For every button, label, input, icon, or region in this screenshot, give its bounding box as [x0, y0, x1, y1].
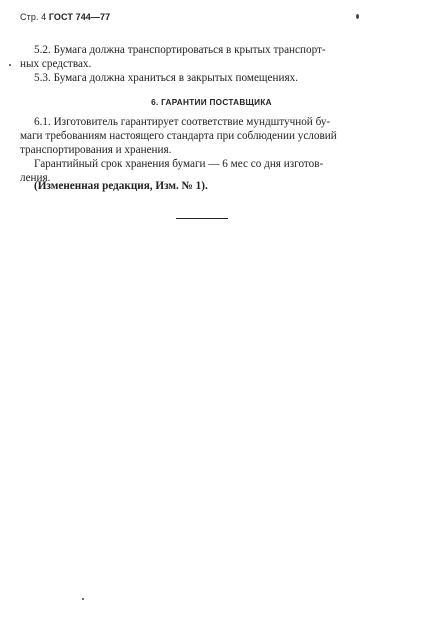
end-rule — [176, 218, 228, 219]
section-title: 6. ГАРАНТИИ ПОСТАВЩИКА — [151, 98, 272, 107]
standard-number: ГОСТ 744—77 — [48, 12, 111, 22]
scan-speck — [356, 14, 359, 19]
scan-speck — [82, 598, 84, 600]
paragraph-5-2-line: 5.2. Бумага должна транспортироваться в крытых транспорт- — [34, 44, 326, 56]
paragraph-6-1-continuation: маги требованиям настоящего стандарта при соблюдении условий — [20, 130, 337, 142]
page-header — [20, 12, 110, 22]
paragraph-5-3: 5.3. Бумага должна храниться в закрытых помещениях. — [34, 72, 299, 84]
warranty-paragraph-continuation: ления. — [20, 172, 51, 184]
scan-speck — [9, 64, 11, 66]
warranty-paragraph-line: Гарантийный срок хранения бумаги — 6 мес со дня изготов- — [34, 158, 324, 170]
paragraph-5-2-continuation: ных средствах. — [20, 58, 92, 70]
amendment-note: (Измененная редакция, Изм. № 1). — [34, 180, 208, 192]
page-number: Стр. 4 — [20, 12, 47, 22]
paragraph-6-1-line: 6.1. Изготовитель гарантирует соответствие мундштучной бу- — [34, 116, 331, 128]
paragraph-6-1-continuation: транспортирования и хранения. — [20, 144, 172, 156]
